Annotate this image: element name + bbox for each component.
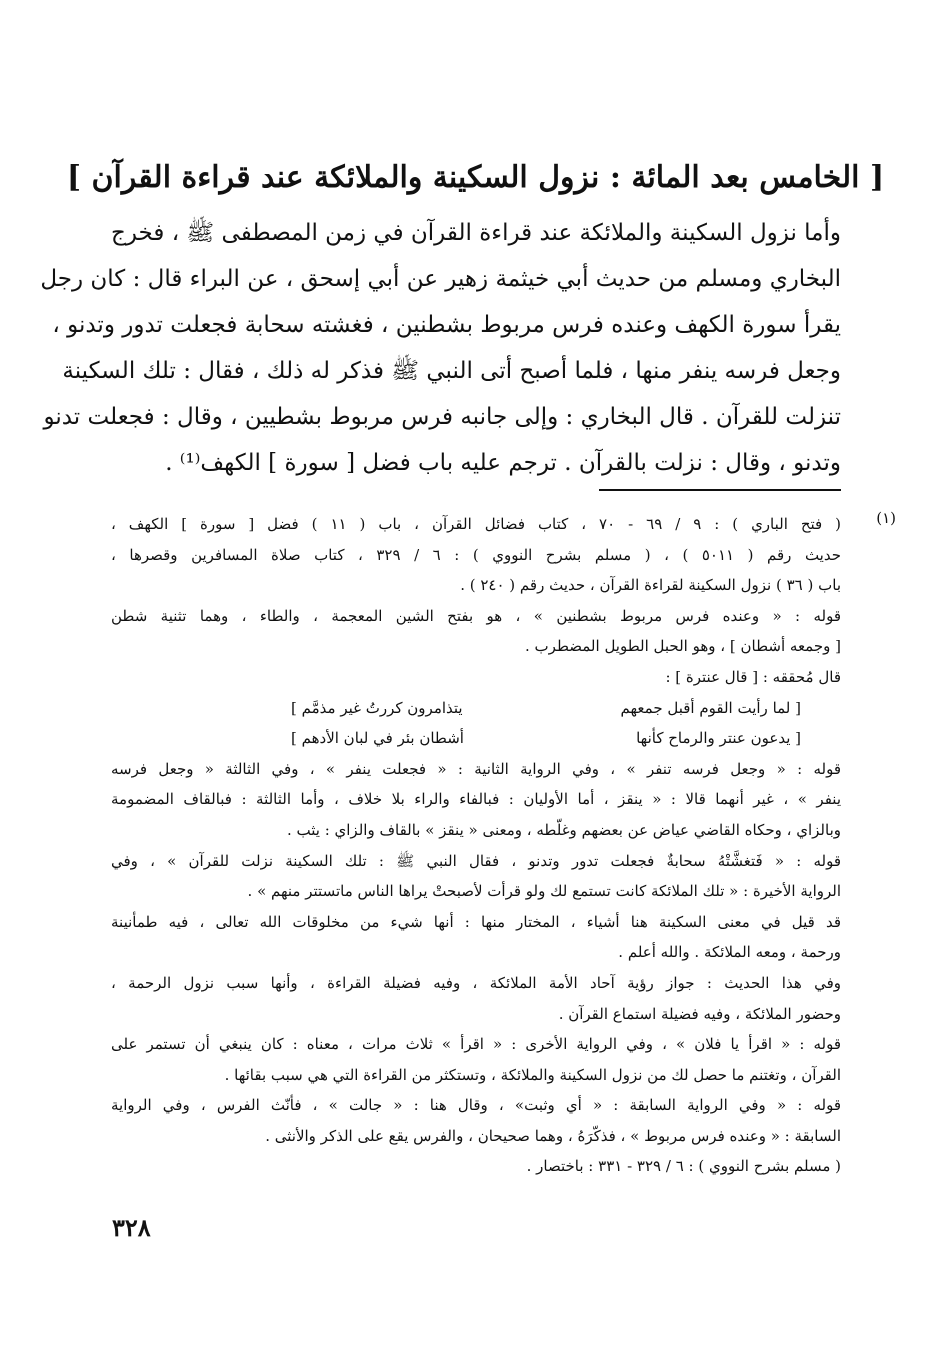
footnote-line: حديث رقم ( ٥٠١١ ) ، ( مسلم بشرح النووي ) : ٦ / ٣٢٩ ، كتاب صلاة المسافرين وقصرها ، <box>111 545 841 564</box>
footnote-line: ( مسلم بشرح النووي ) : ٦ / ٣٢٩ - ٣٣١ : باختصار . <box>526 1157 841 1176</box>
poem-hemistich-left: يتذامرون كررتُ غير مذمَّم ] <box>291 698 463 717</box>
poem-hemistich-right: [ لما رأيت القوم أقبل جمعهم <box>620 698 801 717</box>
footnote-block <box>111 509 896 1182</box>
body-text <box>40 210 841 486</box>
footnote-line: قوله : « فَتغشَّتْهُ سحابةٌ فجعلت تدور وتدنو ، فقال النبي ﷺ : تلك السكينة نزلت للقرآن » ، وفي <box>111 851 841 870</box>
footnote-line: قال مُحققه : [ قال عنترة ] : <box>665 667 841 686</box>
footnote-divider <box>599 489 841 491</box>
footnote-line: السابقة : « وعنده فرس مربوط » ، فذكّرَهُ ، وهما صحيحان ، والفرس يقع على الذكر والأنثى . <box>265 1126 841 1145</box>
footnote-line: القرآن ، وتغتنم ما حصل لك من نزول السكينة والملائكة ، وتستكثر من القراءة التي هي سبب بقائها . <box>224 1065 841 1084</box>
footnote-line: قوله : « وفي الرواية السابقة : « أي وثبت» ، وقال هنا : « جالت » ، فأنّث الفرس ، وفي الرواية <box>111 1096 841 1115</box>
body-line: تنزلت للقرآن . قال البخاري : وإلى جانبه فرس مربوط بشطيين ، وقال : فجعلت تدنو <box>43 404 841 430</box>
section-heading: [ الخامس بعد المائة : نزول السكينة والملائكة عند قراءة القرآن ] <box>66 160 885 195</box>
footnote-line: ورحمة ، ومعه الملائكة . والله أعلم . <box>618 943 841 962</box>
footnote-line: قوله : « وجعل فرسه تنفر » ، وفي الرواية الثانية : « فجعلت ينفر » ، وفي الثالثة « وجعل فرسه <box>111 759 841 778</box>
body-line: وجعل فرسه ينفر منها ، فلما أصبح أتى النبي ﷺ فذكر له ذلك ، فقال : تلك السكينة <box>62 358 841 384</box>
body-line: وتدنو ، وقال : نزلت بالقرآن . ترجم عليه باب فضل [ سورة ] الكهف⁽¹⁾ . <box>165 450 841 476</box>
footnote-line: ( فتح الباري ) : ٩ / ٦٩ - ٧٠ ، كتاب فضائل القرآن ، باب ( ١١ ) فضل [ سورة ] الكهف ، <box>111 515 841 533</box>
footnote-line: قد قيل في معنى السكينة هنا أشياء ، المختار منها : أنها شيء من مخلوقات الله تعالى ، فيه طمأنينة <box>111 912 841 931</box>
footnote-line: ينفر » ، غير أنهما قالا : « ينقز ، أما الأوليان : فبالفاء والراء بلا خلاف ، وأما الثالثة : فبالقاف المضمومة <box>111 790 841 809</box>
footnote-line: وبالزاي ، وحكاه القاضي عياض عن بعضهم وغلّطه ، ومعنى « ينقز » بالقاف والزاي : يثب . <box>286 820 841 839</box>
footnote-line: قوله : « وعنده فرس مربوط بشطنين » ، هو بفتح الشين المعجمة ، والطاء ، وهما تثنية شطن <box>111 606 841 625</box>
poem-hemistich-right: [ يدعون عنتر والرماح كأنها <box>636 729 801 748</box>
footnote-line: [ وجمعه أشطان ] ، وهو الحبل الطويل المضطرب . <box>525 637 841 656</box>
footnote-line: وفي هذا الحديث : جواز رؤية آحاد الأمة الملائكة ، وفيه فضيلة القراءة ، وأنها سبب نزول الرحمة ، <box>111 973 841 992</box>
footnote-number: (١) <box>876 509 896 527</box>
footnote-line: قوله : « اقرأ يا فلان » ، وفي الرواية الأخرى : « اقرأ » ثلاث مرات ، معناه : كان ينبغي أن تستمر على <box>111 1035 841 1054</box>
footnote-line: وحضور الملائكة ، وفيه فضيلة استماع القرآن . <box>558 1004 841 1023</box>
footnote-line: باب ( ٣٦ ) نزول السكينة لقراءة القرآن ، حديث رقم ( ٢٤٠ ) . <box>460 576 841 595</box>
poem-hemistich-left: أشطان بئر في لبان الأدهم ] <box>291 729 464 748</box>
poem-verse <box>111 693 841 724</box>
page-number: ٣٢٨ <box>112 1213 151 1242</box>
body-line: وأما نزول السكينة والملائكة عند قراءة القرآن في زمن المصطفى ﷺ ، فخرج <box>111 220 841 246</box>
poem-verse <box>111 723 841 754</box>
body-line: يقرأ سورة الكهف وعنده فرس مربوط بشطنين ، فغشته سحابة فجعلت تدور وتدنو ، <box>52 312 841 338</box>
body-line: البخاري ومسلم من حديث أبي خيثمة زهير عن أبي إسحق ، عن البراء قال : كان رجل <box>40 266 841 292</box>
footnote-line: الرواية الأخيرة : « تلك الملائكة كانت تستمع لك ولو قرأت لأصبحتْ يراها الناس ماتستتر منهم » . <box>247 882 841 901</box>
